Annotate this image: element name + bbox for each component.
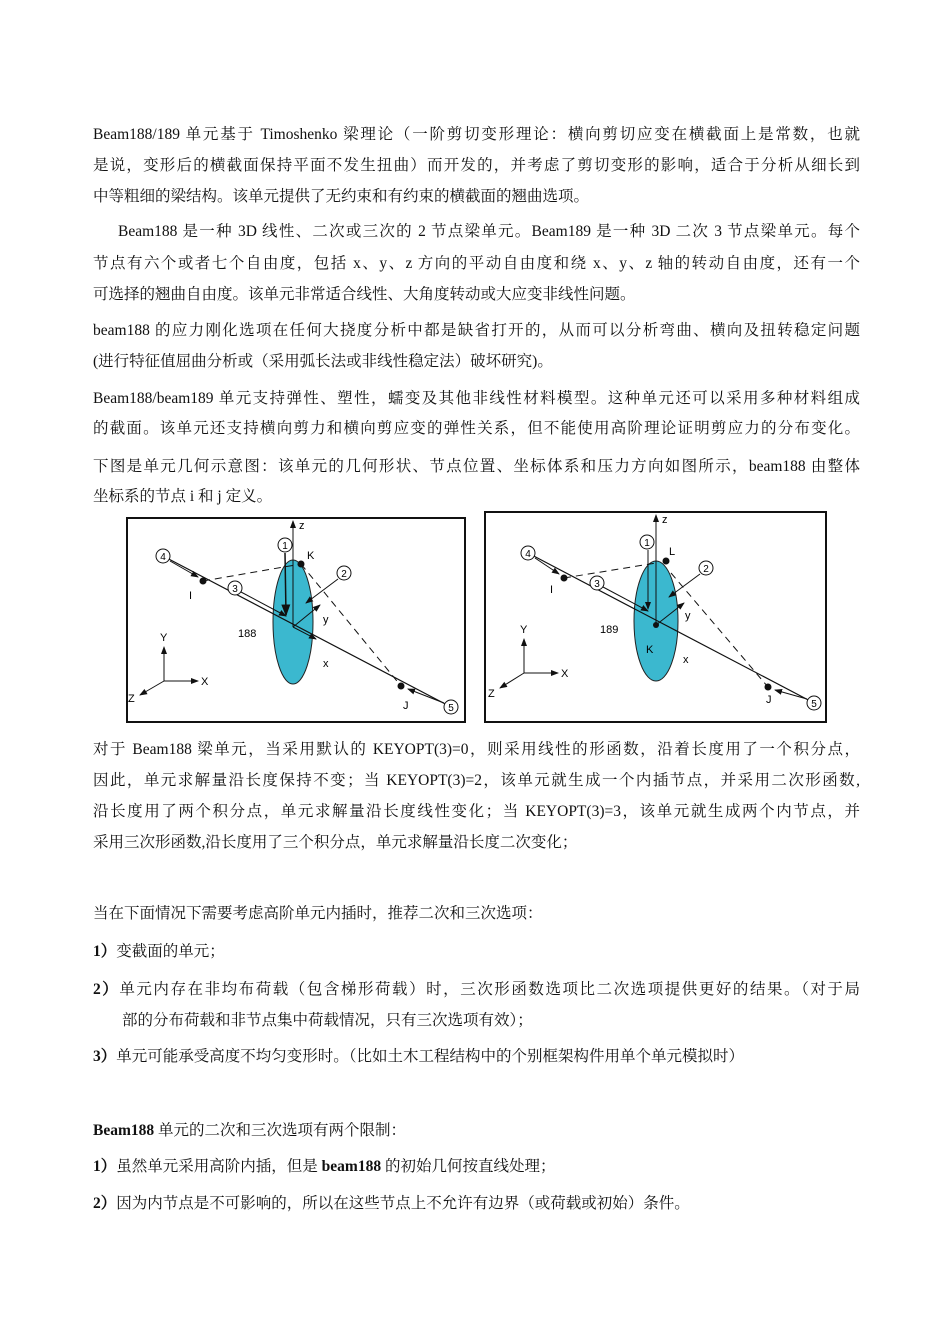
paragraph-4-line: 的截面。该单元还支持横向剪力和横向剪应变的弹性关系，但不能使用高阶理论证明剪应力的分布变化。 — [93, 420, 860, 437]
svg-text:L: L — [669, 546, 676, 558]
beam189-geometry-figure — [484, 511, 827, 723]
paragraph-6-line: 对于 Beam188 梁单元，当采用默认的 KEYOPT(3)=0，则采用线性的形函数，沿着长度用了一个积分点， — [93, 741, 860, 758]
list-item: 2）因为内节点是不可影响的，所以在这些节点上不允许有边界（或荷载或初始）条件。 — [93, 1195, 690, 1212]
list-item: 3）单元可能承受高度不均匀变形时。（比如土木工程结构中的个别框架构件用单个单元模拟时） — [93, 1048, 745, 1065]
svg-text:K: K — [307, 550, 315, 562]
list-item: 1）变截面的单元； — [93, 943, 225, 960]
svg-text:J: J — [403, 700, 409, 712]
paragraph-8: Beam188 单元的二次和三次选项有两个限制： — [93, 1122, 407, 1139]
paragraph-6-line: 采用三次形函数,沿长度用了三个积分点，单元求解量沿长度二次变化； — [93, 834, 578, 851]
paragraph-4-line: Beam188/beam189 单元支持弹性、塑性，蠕变及其他非线性材料模型。这种单元还可以采用多种材料组成 — [93, 390, 860, 407]
paragraph-1-line: Beam188/189 单元基于 Timoshenko 梁理论（一阶剪切变形理论：横向剪切应变在横截面上是常数，也就 — [93, 126, 860, 143]
global-axes-icon — [128, 632, 209, 705]
svg-text:Z: Z — [488, 688, 495, 700]
paragraph-5-line: 下图是单元几何示意图：该单元的几何形状、节点位置、坐标体系和压力方向如图所示，beam188 由整体 — [93, 458, 860, 475]
svg-text:3: 3 — [594, 579, 600, 590]
svg-text:I: I — [189, 590, 193, 602]
svg-text:y: y — [323, 614, 329, 626]
svg-text:x: x — [323, 658, 329, 670]
paragraph-7: 当在下面情况下需要考虑高阶单元内插时，推荐二次和三次选项： — [93, 905, 543, 922]
svg-text:X: X — [201, 676, 209, 688]
svg-text:188: 188 — [238, 628, 257, 640]
beam188-diagram — [128, 519, 464, 721]
beam189-diagram — [486, 513, 825, 721]
svg-text:189: 189 — [600, 624, 619, 636]
beam188-geometry-figure — [126, 517, 466, 723]
list-item: 1）虽然单元采用高阶内插，但是 beam188 的初始几何按直线处理； — [93, 1158, 556, 1175]
svg-text:Y: Y — [160, 632, 168, 644]
svg-text:5: 5 — [811, 699, 817, 710]
svg-text:4: 4 — [525, 549, 531, 560]
paragraph-2-line: 可选择的翘曲自由度。该单元非常适合线性、大角度转动或大应变非线性问题。 — [93, 286, 636, 303]
svg-text:y: y — [685, 610, 691, 622]
paragraph-2-line: Beam188 是一种 3D 线性、二次或三次的 2 节点梁单元。Beam189 是一种 3D 二次 3 节点梁单元。每个 — [118, 223, 860, 240]
paragraph-1-line: 是说，变形后的横截面保持平面不发生扭曲）而开发的，并考虑了剪切变形的影响，适合于分析从细长到 — [93, 157, 860, 174]
svg-text:z: z — [662, 514, 668, 526]
svg-text:J: J — [766, 694, 772, 706]
svg-text:x: x — [683, 654, 689, 666]
paragraph-3-line: beam188 的应力刚化选项在任何大挠度分析中都是缺省打开的，从而可以分析弯曲、横向及扭转稳定问题 — [93, 322, 860, 339]
svg-text:5: 5 — [448, 703, 454, 714]
paragraph-6-line: 因此，单元求解量沿长度保持不变；当 KEYOPT(3)=2，该单元就生成一个内插节点，并采用二次形函数, — [93, 772, 860, 789]
global-axes-icon — [488, 624, 569, 700]
paragraph-3-line: (进行特征值屈曲分析或（采用弧长法或非线性稳定法）破坏研究)。 — [93, 353, 553, 370]
svg-text:z: z — [299, 520, 305, 532]
paragraph-2-line: 节点有六个或者七个自由度，包括 x、y、z 方向的平动自由度和绕 x、y、z 轴的转动自由度，还有一个 — [93, 255, 860, 272]
svg-text:1: 1 — [282, 541, 288, 552]
svg-text:2: 2 — [703, 564, 709, 575]
svg-text:4: 4 — [160, 552, 166, 563]
svg-text:1: 1 — [644, 538, 650, 549]
paragraph-1-line: 中等粗细的梁结构。该单元提供了无约束和有约束的横截面的翘曲选项。 — [93, 188, 590, 205]
svg-text:2: 2 — [341, 569, 347, 580]
list-item: 2）单元内存在非均布荷载（包含梯形荷载）时，三次形函数选项比二次选项提供更好的结果。（对于局 — [93, 981, 860, 998]
list-item-continuation: 部的分布荷载和非节点集中荷载情况，只有三次选项有效）； — [122, 1012, 533, 1029]
svg-text:X: X — [561, 668, 569, 680]
svg-text:Y: Y — [520, 624, 528, 636]
svg-text:Z: Z — [128, 693, 135, 705]
svg-text:I: I — [550, 584, 554, 596]
paragraph-6-line: 沿长度用了两个积分点，单元求解量沿长度线性变化；当 KEYOPT(3)=3，该单元就生成两个内节点，并 — [93, 803, 860, 820]
svg-text:K: K — [646, 644, 654, 656]
paragraph-5-line: 坐标系的节点 i 和 j 定义。 — [93, 488, 273, 505]
svg-text:3: 3 — [232, 584, 238, 595]
